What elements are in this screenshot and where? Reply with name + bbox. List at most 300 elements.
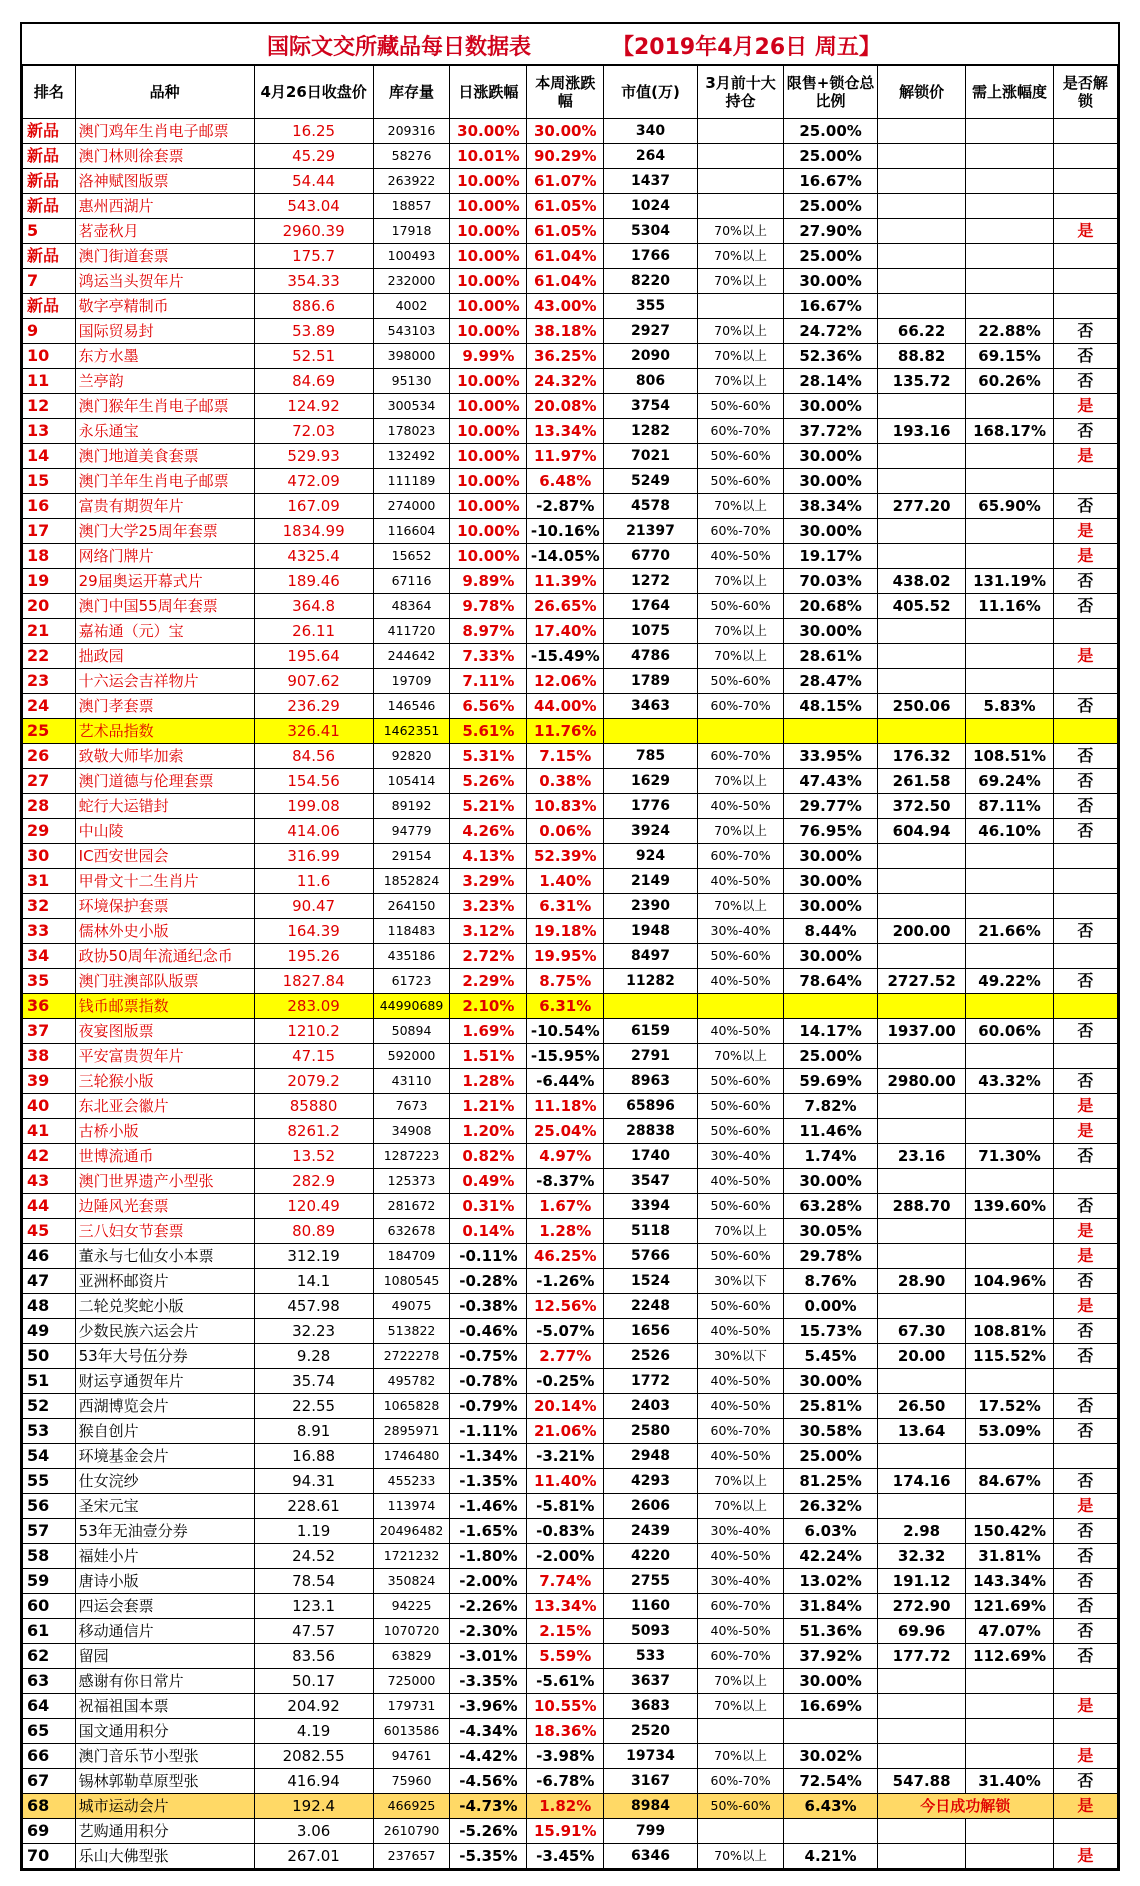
cell-ratio: 30.00%: [784, 519, 878, 544]
cell-stock: 1080545: [373, 1269, 450, 1294]
cell-flag: [1053, 244, 1117, 269]
cell-need: 69.24%: [966, 769, 1053, 794]
cell-name: 感谢有你日常片: [75, 1669, 254, 1694]
cell-ratio: 28.47%: [784, 669, 878, 694]
cell-flag: 否: [1053, 1769, 1117, 1794]
cell-top10: 70%以上: [697, 319, 783, 344]
cell-need: [966, 1044, 1053, 1069]
cell-stock: 495782: [373, 1369, 450, 1394]
cell-ratio: 25.00%: [784, 1044, 878, 1069]
cell-weekly: 0.38%: [527, 769, 604, 794]
cell-stock: 2610790: [373, 1819, 450, 1844]
cell-close: 78.54: [254, 1569, 373, 1594]
cell-weekly: 10.83%: [527, 794, 604, 819]
cell-unlock: [877, 519, 965, 544]
cell-name: 致敬大师毕加索: [75, 744, 254, 769]
cell-mcap: 5766: [604, 1244, 698, 1269]
cell-mcap: 8984: [604, 1794, 698, 1819]
cell-flag: [1053, 1719, 1117, 1744]
cell-mcap: 21397: [604, 519, 698, 544]
cell-close: 84.69: [254, 369, 373, 394]
cell-name: 敬字亭精制币: [75, 294, 254, 319]
cell-need: [966, 519, 1053, 544]
cell-top10: 70%以上: [697, 1844, 783, 1869]
cell-weekly: -2.00%: [527, 1544, 604, 1569]
cell-unlock: 67.30: [877, 1319, 965, 1344]
cell-rank: 48: [23, 1294, 76, 1319]
cell-name: 鸿运当头贺年片: [75, 269, 254, 294]
cell-ratio: 51.36%: [784, 1619, 878, 1644]
cell-unlock: 191.12: [877, 1569, 965, 1594]
cell-mcap: 1656: [604, 1319, 698, 1344]
table-row: [23, 1769, 1118, 1794]
cell-ratio: 30.00%: [784, 394, 878, 419]
cell-mcap: 28838: [604, 1119, 698, 1144]
cell-rank: 39: [23, 1069, 76, 1094]
cell-name: 世博流通币: [75, 1144, 254, 1169]
cell-top10: 60%-70%: [697, 1419, 783, 1444]
cell-daily: -4.56%: [450, 1769, 527, 1794]
table-row: [23, 1369, 1118, 1394]
table-row: [23, 669, 1118, 694]
cell-mcap: 11282: [604, 969, 698, 994]
table-row: [23, 319, 1118, 344]
cell-mcap: 1160: [604, 1594, 698, 1619]
cell-close: 83.56: [254, 1644, 373, 1669]
cell-daily: 10.00%: [450, 269, 527, 294]
cell-daily: 2.72%: [450, 944, 527, 969]
cell-name: 洛神赋图版票: [75, 169, 254, 194]
cell-mcap: 1075: [604, 619, 698, 644]
cell-name: 边陲风光套票: [75, 1194, 254, 1219]
cell-daily: 10.00%: [450, 419, 527, 444]
cell-stock: 118483: [373, 919, 450, 944]
cell-ratio: 30.00%: [784, 869, 878, 894]
cell-weekly: -0.83%: [527, 1519, 604, 1544]
cell-top10: 70%以上: [697, 894, 783, 919]
cell-rank: 42: [23, 1144, 76, 1169]
cell-rank: 19: [23, 569, 76, 594]
cell-mcap: 3637: [604, 1669, 698, 1694]
cell-close: 2082.55: [254, 1744, 373, 1769]
cell-top10: 70%以上: [697, 344, 783, 369]
cell-top10: 60%-70%: [697, 1644, 783, 1669]
cell-daily: 10.00%: [450, 519, 527, 544]
header-rank: 排名: [23, 66, 76, 119]
table-row: [23, 1269, 1118, 1294]
cell-daily: 3.29%: [450, 869, 527, 894]
cell-rank: 62: [23, 1644, 76, 1669]
cell-ratio: 70.03%: [784, 569, 878, 594]
cell-name: 锡林郭勒草原型张: [75, 1769, 254, 1794]
cell-stock: 281672: [373, 1194, 450, 1219]
cell-need: [966, 869, 1053, 894]
cell-top10: 40%-50%: [697, 1169, 783, 1194]
cell-name: 澳门鸡年生肖电子邮票: [75, 119, 254, 144]
cell-stock: 263922: [373, 169, 450, 194]
cell-need: [966, 1669, 1053, 1694]
cell-weekly: -6.44%: [527, 1069, 604, 1094]
cell-ratio: 16.69%: [784, 1694, 878, 1719]
cell-rank: 29: [23, 819, 76, 844]
cell-mcap: 1764: [604, 594, 698, 619]
cell-mcap: 5093: [604, 1619, 698, 1644]
cell-ratio: 16.67%: [784, 169, 878, 194]
table-row: [23, 894, 1118, 919]
cell-daily: 4.13%: [450, 844, 527, 869]
cell-daily: -3.96%: [450, 1694, 527, 1719]
cell-top10: 70%以上: [697, 1744, 783, 1769]
cell-close: 94.31: [254, 1469, 373, 1494]
cell-close: 204.92: [254, 1694, 373, 1719]
cell-unlock: [877, 1819, 965, 1844]
cell-close: 16.25: [254, 119, 373, 144]
cell-stock: 1852824: [373, 869, 450, 894]
cell-close: 14.1: [254, 1269, 373, 1294]
cell-flag: [1053, 144, 1117, 169]
cell-need: [966, 1294, 1053, 1319]
cell-name: 乐山大佛型张: [75, 1844, 254, 1869]
cell-name: 祝福祖国本票: [75, 1694, 254, 1719]
cell-name: 少数民族六运会片: [75, 1319, 254, 1344]
cell-weekly: 43.00%: [527, 294, 604, 319]
cell-unlock: 405.52: [877, 594, 965, 619]
header-daily: 日涨跌幅: [450, 66, 527, 119]
cell-name: 亚洲杯邮资片: [75, 1269, 254, 1294]
cell-unlock: [877, 644, 965, 669]
cell-top10: 50%-60%: [697, 1294, 783, 1319]
cell-name: 古桥小版: [75, 1119, 254, 1144]
cell-need: 21.66%: [966, 919, 1053, 944]
table-row: [23, 1094, 1118, 1119]
cell-name: 拙政园: [75, 644, 254, 669]
cell-top10: 30%-40%: [697, 919, 783, 944]
cell-mcap: 2791: [604, 1044, 698, 1069]
cell-top10: 50%-60%: [697, 394, 783, 419]
cell-need: 87.11%: [966, 794, 1053, 819]
cell-name: 三轮猴小版: [75, 1069, 254, 1094]
cell-need: [966, 1094, 1053, 1119]
cell-weekly: -8.37%: [527, 1169, 604, 1194]
table-row: [23, 1294, 1118, 1319]
cell-unlock: [877, 394, 965, 419]
cell-daily: 10.01%: [450, 144, 527, 169]
cell-weekly: 7.74%: [527, 1569, 604, 1594]
cell-weekly: 38.18%: [527, 319, 604, 344]
cell-stock: 435186: [373, 944, 450, 969]
cell-stock: 466925: [373, 1794, 450, 1819]
cell-need: [966, 944, 1053, 969]
cell-ratio: 8.44%: [784, 919, 878, 944]
table-row: [23, 1169, 1118, 1194]
cell-stock: 111189: [373, 469, 450, 494]
cell-daily: -3.35%: [450, 1669, 527, 1694]
cell-ratio: 7.82%: [784, 1094, 878, 1119]
table-row: [23, 769, 1118, 794]
cell-name: 钱币邮票指数: [75, 994, 254, 1019]
cell-stock: 63829: [373, 1644, 450, 1669]
cell-weekly: 1.28%: [527, 1219, 604, 1244]
cell-ratio: 19.17%: [784, 544, 878, 569]
cell-flag: 否: [1053, 1544, 1117, 1569]
cell-stock: 17918: [373, 219, 450, 244]
cell-weekly: 0.06%: [527, 819, 604, 844]
cell-unlock: 2.98: [877, 1519, 965, 1544]
cell-flag: [1053, 1044, 1117, 1069]
cell-flag: [1053, 169, 1117, 194]
cell-name: 环境保护套票: [75, 894, 254, 919]
cell-unlock: 177.72: [877, 1644, 965, 1669]
cell-daily: 10.00%: [450, 544, 527, 569]
cell-daily: 1.20%: [450, 1119, 527, 1144]
cell-need: 108.51%: [966, 744, 1053, 769]
cell-close: 54.44: [254, 169, 373, 194]
cell-flag: 是: [1053, 219, 1117, 244]
cell-flag: [1053, 194, 1117, 219]
cell-rank: 22: [23, 644, 76, 669]
cell-rank: 新品: [23, 294, 76, 319]
cell-daily: -1.65%: [450, 1519, 527, 1544]
cell-top10: 70%以上: [697, 494, 783, 519]
cell-flag: 否: [1053, 1469, 1117, 1494]
table-row: [23, 1319, 1118, 1344]
cell-mcap: 3754: [604, 394, 698, 419]
cell-mcap: 806: [604, 369, 698, 394]
cell-close: 364.8: [254, 594, 373, 619]
cell-stock: 34908: [373, 1119, 450, 1144]
cell-flag: 是: [1053, 1744, 1117, 1769]
cell-top10: 50%-60%: [697, 1069, 783, 1094]
cell-top10: 40%-50%: [697, 544, 783, 569]
cell-flag: 否: [1053, 344, 1117, 369]
cell-need: 11.16%: [966, 594, 1053, 619]
table-row: [23, 244, 1118, 269]
cell-unlock: [877, 619, 965, 644]
cell-top10: [697, 294, 783, 319]
cell-close: 32.23: [254, 1319, 373, 1344]
cell-flag: 是: [1053, 544, 1117, 569]
cell-top10: 50%-60%: [697, 444, 783, 469]
cell-need: [966, 1819, 1053, 1844]
cell-unlock: [877, 1169, 965, 1194]
cell-unlock: [877, 1294, 965, 1319]
cell-close: 13.52: [254, 1144, 373, 1169]
header-name: 品种: [75, 66, 254, 119]
cell-stock: 274000: [373, 494, 450, 519]
cell-ratio: 38.34%: [784, 494, 878, 519]
cell-rank: 47: [23, 1269, 76, 1294]
cell-close: 11.6: [254, 869, 373, 894]
cell-ratio: 37.72%: [784, 419, 878, 444]
cell-daily: -1.11%: [450, 1419, 527, 1444]
cell-top10: 40%-50%: [697, 1394, 783, 1419]
cell-rank: 50: [23, 1344, 76, 1369]
cell-stock: 398000: [373, 344, 450, 369]
cell-flag: [1053, 469, 1117, 494]
cell-close: 4325.4: [254, 544, 373, 569]
cell-close: 3.06: [254, 1819, 373, 1844]
cell-top10: [697, 119, 783, 144]
cell-rank: 11: [23, 369, 76, 394]
cell-stock: 113974: [373, 1494, 450, 1519]
cell-close: 472.09: [254, 469, 373, 494]
cell-stock: 179731: [373, 1694, 450, 1719]
cell-top10: 30%以下: [697, 1344, 783, 1369]
cell-ratio: 30.00%: [784, 1669, 878, 1694]
cell-stock: 89192: [373, 794, 450, 819]
cell-name: 东方水墨: [75, 344, 254, 369]
cell-mcap: 2580: [604, 1419, 698, 1444]
cell-rank: 49: [23, 1319, 76, 1344]
cell-weekly: 19.95%: [527, 944, 604, 969]
cell-ratio: 4.21%: [784, 1844, 878, 1869]
cell-mcap: 533: [604, 1644, 698, 1669]
cell-ratio: 14.17%: [784, 1019, 878, 1044]
cell-rank: 63: [23, 1669, 76, 1694]
cell-mcap: 19734: [604, 1744, 698, 1769]
cell-close: 886.6: [254, 294, 373, 319]
cell-close: 267.01: [254, 1844, 373, 1869]
cell-mcap: 1776: [604, 794, 698, 819]
cell-need: [966, 1219, 1053, 1244]
cell-stock: 125373: [373, 1169, 450, 1194]
cell-top10: 70%以上: [697, 219, 783, 244]
cell-ratio: 0.00%: [784, 1294, 878, 1319]
cell-top10: 70%以上: [697, 1219, 783, 1244]
cell-mcap: [604, 994, 698, 1019]
cell-weekly: 11.40%: [527, 1469, 604, 1494]
table-row: [23, 1344, 1118, 1369]
cell-unlock: 261.58: [877, 769, 965, 794]
cell-rank: 51: [23, 1369, 76, 1394]
cell-stock: 1287223: [373, 1144, 450, 1169]
table-row: [23, 1044, 1118, 1069]
cell-need: [966, 844, 1053, 869]
cell-mcap: 6770: [604, 544, 698, 569]
cell-weekly: -10.16%: [527, 519, 604, 544]
cell-top10: 60%-70%: [697, 1594, 783, 1619]
cell-ratio: 48.15%: [784, 694, 878, 719]
cell-need: 71.30%: [966, 1144, 1053, 1169]
table-row: [23, 1194, 1118, 1219]
table-row: [23, 194, 1118, 219]
cell-top10: 40%-50%: [697, 1619, 783, 1644]
cell-weekly: 61.04%: [527, 269, 604, 294]
cell-mcap: 6346: [604, 1844, 698, 1869]
cell-daily: -0.78%: [450, 1369, 527, 1394]
cell-daily: 2.29%: [450, 969, 527, 994]
cell-unlock: [877, 244, 965, 269]
cell-top10: 60%-70%: [697, 744, 783, 769]
cell-flag: 是: [1053, 1294, 1117, 1319]
cell-need: [966, 244, 1053, 269]
cell-flag: 是: [1053, 1244, 1117, 1269]
cell-daily: 7.33%: [450, 644, 527, 669]
cell-stock: 95130: [373, 369, 450, 394]
cell-need: [966, 644, 1053, 669]
cell-weekly: -3.21%: [527, 1444, 604, 1469]
cell-rank: 56: [23, 1494, 76, 1519]
cell-flag: 否: [1053, 1019, 1117, 1044]
cell-weekly: 61.05%: [527, 194, 604, 219]
cell-rank: 69: [23, 1819, 76, 1844]
cell-unlock: [877, 1244, 965, 1269]
cell-stock: 100493: [373, 244, 450, 269]
cell-close: 543.04: [254, 194, 373, 219]
cell-need: [966, 269, 1053, 294]
cell-top10: 70%以上: [697, 1494, 783, 1519]
cell-name: 澳门音乐节小型张: [75, 1744, 254, 1769]
cell-flag: [1053, 619, 1117, 644]
table-row: [23, 119, 1118, 144]
cell-rank: 32: [23, 894, 76, 919]
cell-name: 儒林外史小版: [75, 919, 254, 944]
cell-unlock: [877, 1369, 965, 1394]
cell-stock: 43110: [373, 1069, 450, 1094]
cell-close: 85880: [254, 1094, 373, 1119]
cell-weekly: 13.34%: [527, 1594, 604, 1619]
cell-stock: 264150: [373, 894, 450, 919]
cell-weekly: 12.06%: [527, 669, 604, 694]
cell-need: [966, 669, 1053, 694]
cell-need: [966, 1494, 1053, 1519]
cell-mcap: 1629: [604, 769, 698, 794]
cell-ratio: 81.25%: [784, 1469, 878, 1494]
cell-unlock: 372.50: [877, 794, 965, 819]
cell-stock: 2895971: [373, 1419, 450, 1444]
cell-ratio: 15.73%: [784, 1319, 878, 1344]
cell-need: 65.90%: [966, 494, 1053, 519]
cell-top10: 50%-60%: [697, 1094, 783, 1119]
cell-unlock: 176.32: [877, 744, 965, 769]
cell-unlock: 20.00: [877, 1344, 965, 1369]
cell-name: 澳门地道美食套票: [75, 444, 254, 469]
cell-close: 9.28: [254, 1344, 373, 1369]
cell-name: 政协50周年流通纪念币: [75, 944, 254, 969]
cell-mcap: 8963: [604, 1069, 698, 1094]
cell-ratio: 30.00%: [784, 944, 878, 969]
cell-unlock: [877, 544, 965, 569]
cell-name: 圣宋元宝: [75, 1494, 254, 1519]
cell-close: 236.29: [254, 694, 373, 719]
cell-stock: 1070720: [373, 1619, 450, 1644]
cell-weekly: 7.15%: [527, 744, 604, 769]
cell-flag: 是: [1053, 644, 1117, 669]
cell-top10: 40%-50%: [697, 794, 783, 819]
cell-flag: 否: [1053, 1619, 1117, 1644]
cell-name: 城市运动会片: [75, 1794, 254, 1819]
cell-ratio: 72.54%: [784, 1769, 878, 1794]
cell-name: 艺购通用积分: [75, 1819, 254, 1844]
cell-weekly: 15.91%: [527, 1819, 604, 1844]
cell-stock: 178023: [373, 419, 450, 444]
cell-flag: [1053, 869, 1117, 894]
cell-daily: 1.28%: [450, 1069, 527, 1094]
cell-name: 财运亨通贺年片: [75, 1369, 254, 1394]
cell-top10: 30%-40%: [697, 1144, 783, 1169]
cell-name: 澳门孝套票: [75, 694, 254, 719]
cell-unlock: [877, 1444, 965, 1469]
cell-ratio: 37.92%: [784, 1644, 878, 1669]
cell-unlock: 200.00: [877, 919, 965, 944]
cell-need: 31.81%: [966, 1544, 1053, 1569]
cell-close: 199.08: [254, 794, 373, 819]
cell-top10: 30%-40%: [697, 1519, 783, 1544]
cell-stock: 513822: [373, 1319, 450, 1344]
cell-stock: 592000: [373, 1044, 450, 1069]
cell-close: 164.39: [254, 919, 373, 944]
cell-flag: 是: [1053, 1494, 1117, 1519]
